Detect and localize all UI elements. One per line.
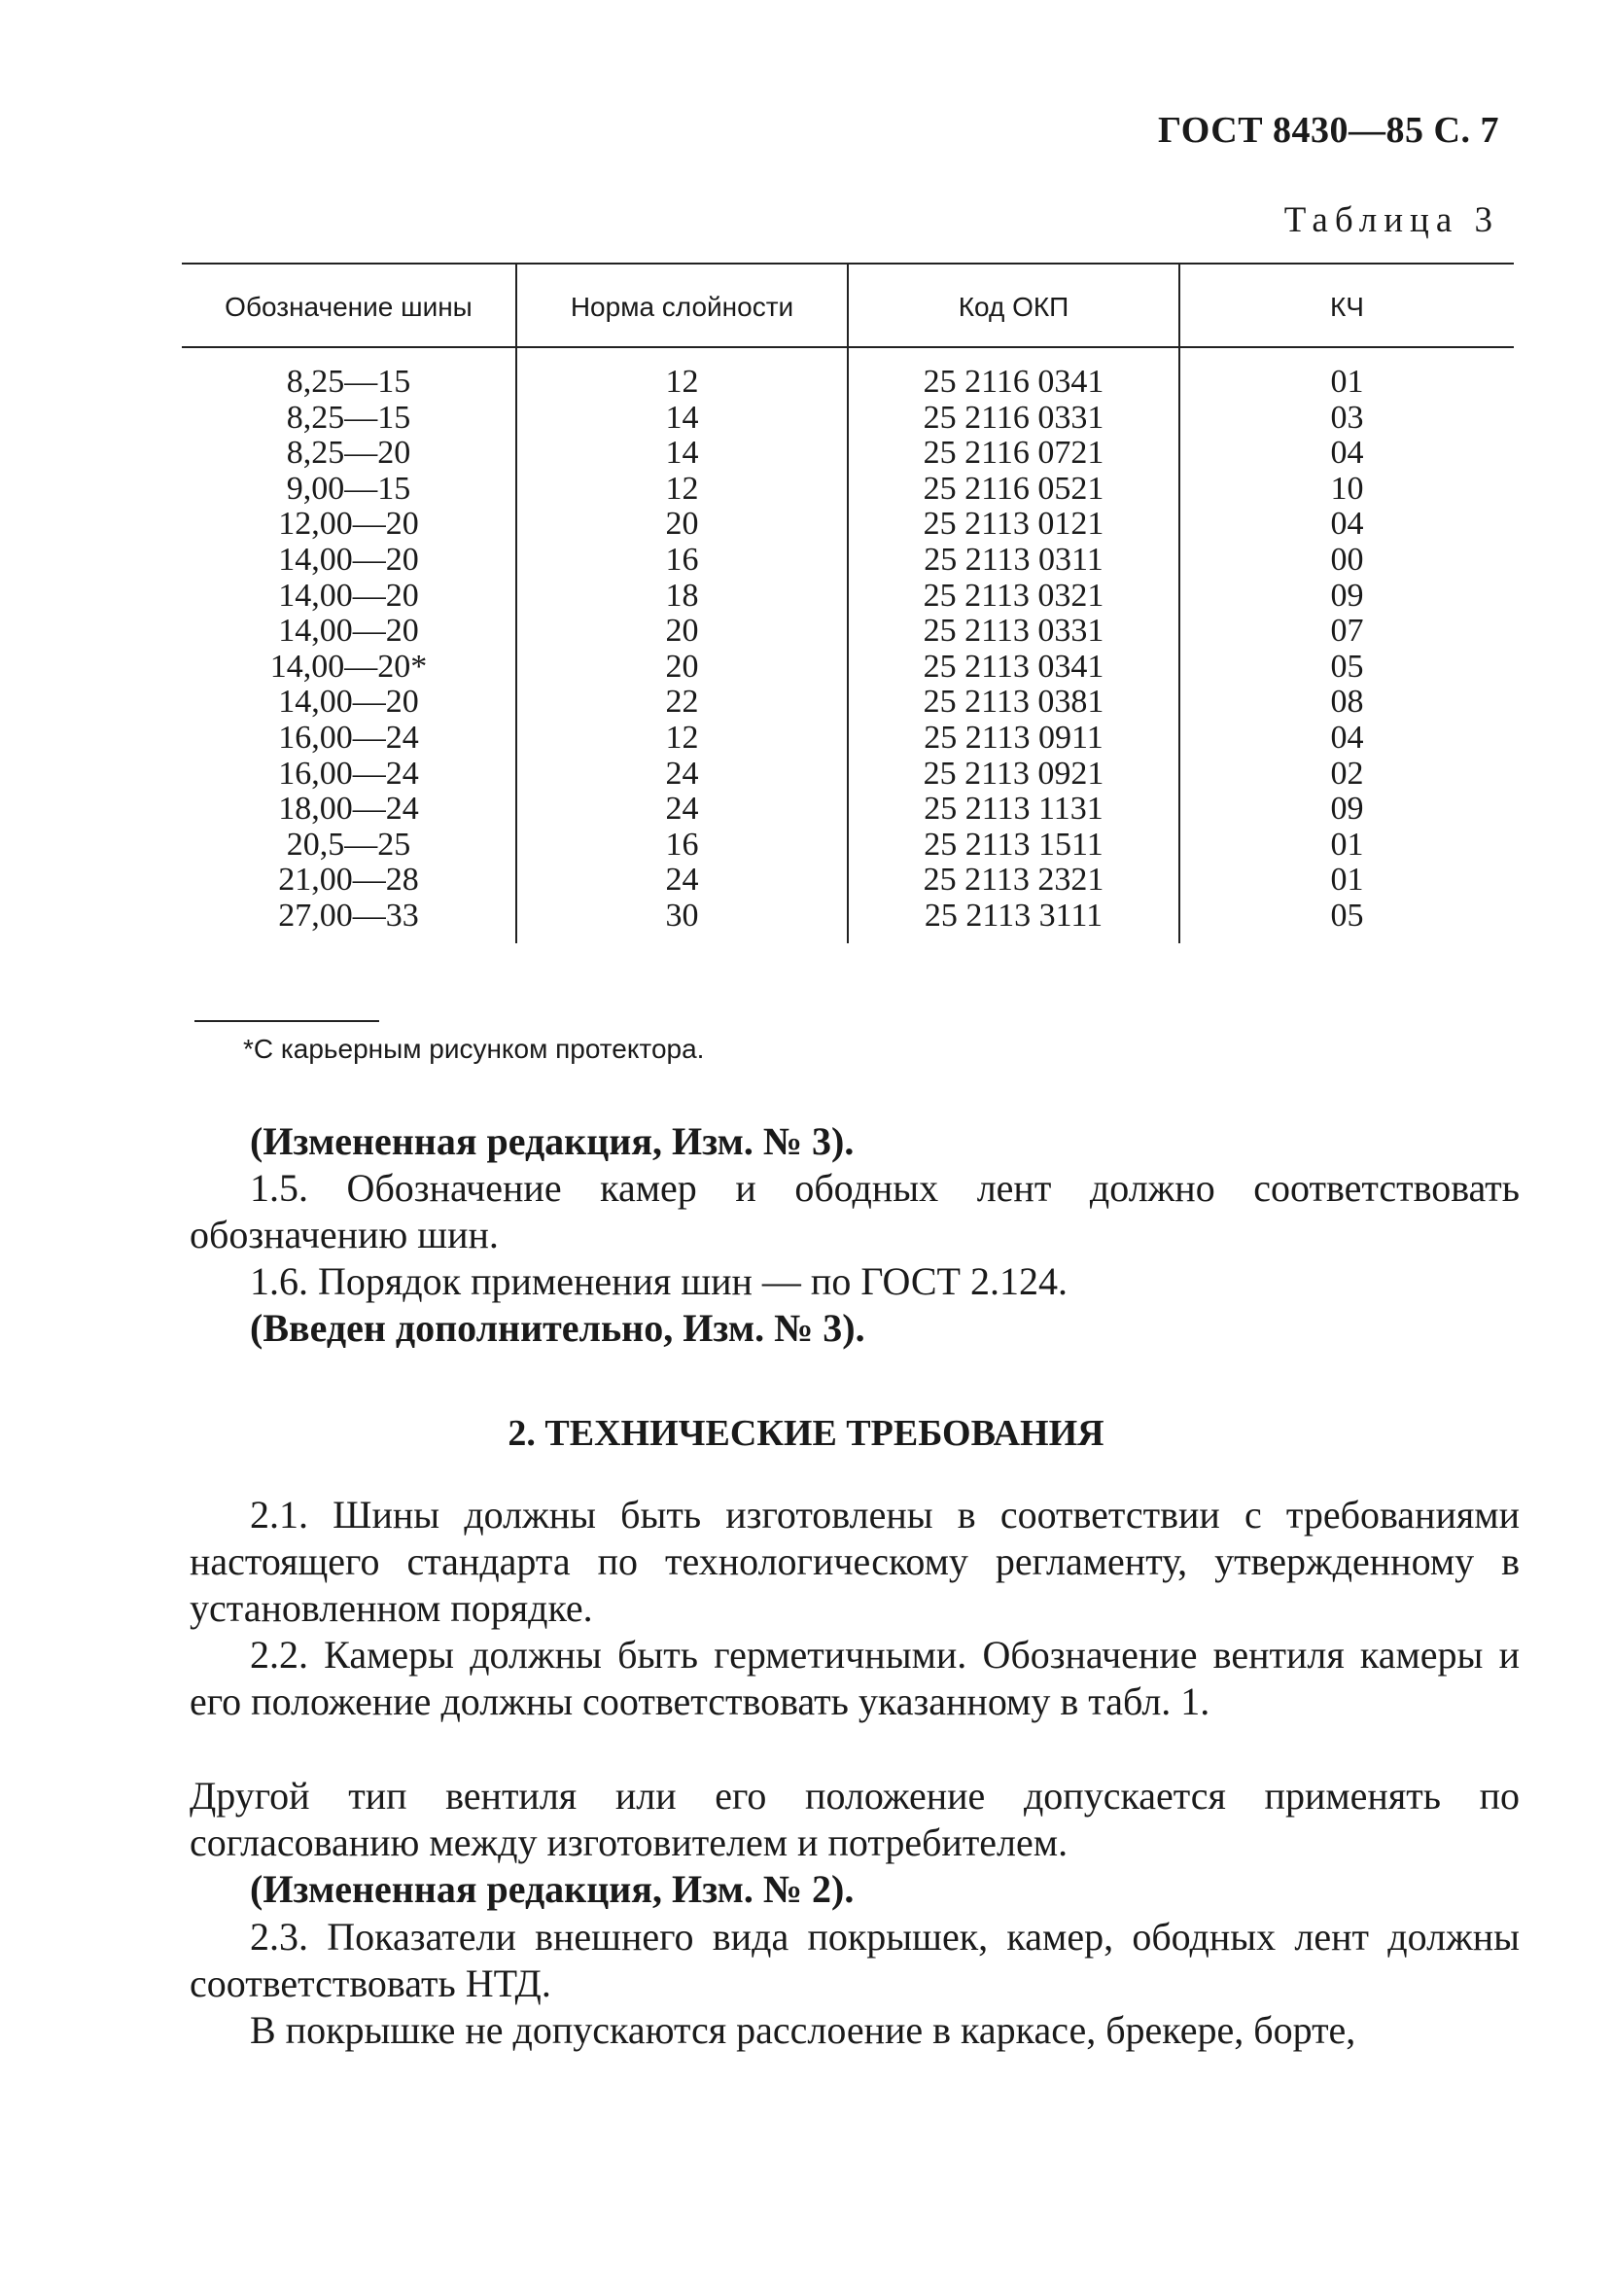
footnote: *С карьерным рисунком протектора. bbox=[243, 1034, 705, 1064]
amendment-note: (Введен дополнительно, Изм. № 3). bbox=[250, 1306, 865, 1350]
paragraph-2-2: 2.2. Камеры должны быть герметичными. Обозначение вентиля камеры и его положение должны соответствовать указанному в табл. 1. bbox=[190, 1633, 1520, 1723]
amendment-note: (Измененная редакция, Изм. № 2). bbox=[250, 1867, 855, 1911]
footnote-separator bbox=[194, 1020, 379, 1022]
column-header: Обозначение шины bbox=[225, 292, 473, 322]
paragraph-defects: В покрышке не допускаются расслоение в каркасе, брекере, борте, bbox=[250, 2008, 1356, 2052]
paragraph-1-6: 1.6. Порядок применения шин — по ГОСТ 2.124. bbox=[250, 1259, 1068, 1303]
paragraph-1-5: 1.5. Обозначение камер и ободных лент должно соответствовать обозначению шин. bbox=[190, 1166, 1520, 1256]
column-ply-rating: 12 14 14 12 20 16 18 20 20 22 12 24 24 16 24 30 bbox=[665, 364, 699, 934]
column-tire-designation: 8,25—15 8,25—15 8,25—20 9,00—15 12,00—20 14,00—20 14,00—20 14,00—20 14,00—20* 14,00—20 16,00—24 16,00—24 18,00—24 20,5—25 21,00—28 27,00—33 bbox=[269, 364, 428, 934]
column-header: КЧ bbox=[1330, 292, 1364, 322]
paragraph-valve-note: Другой тип вентиля или его положение допускается применять по согласованию между изготовителем и потребителем. bbox=[190, 1774, 1520, 1864]
section-title: 2. ТЕХНИЧЕСКИЕ ТРЕБОВАНИЯ bbox=[508, 1413, 1104, 1454]
column-okp-code: 25 2116 0341 25 2116 0331 25 2116 0721 25 2116 0521 25 2113 0121 25 2113 0311 25 2113 0321 25 2113 0331 25 2113 0341 25 2113 0381 25 2113 0911 25 2113 0921 25 2113 1131 25 2113 1511 25 2113 2321 25 2113 3111 bbox=[923, 364, 1104, 934]
table-caption: Таблица 3 bbox=[1283, 200, 1499, 240]
paragraph-2-1: 2.1. Шины должны быть изготовлены в соответствии с требованиями настоящего стандарта по технологическому регламенту, утвержденному в установленном порядке. bbox=[190, 1493, 1520, 1630]
amendment-note: (Измененная редакция, Изм. № 3). bbox=[250, 1119, 855, 1163]
paragraph-2-3: 2.3. Показатели внешнего вида покрышек, камер, ободных лент должны соответствовать НТД. bbox=[190, 1915, 1520, 2005]
column-header: Код ОКП bbox=[958, 292, 1069, 322]
column-kch: 01 03 04 10 04 00 09 07 05 08 04 02 09 01 01 05 bbox=[1330, 364, 1364, 934]
page-header: ГОСТ 8430—85 С. 7 bbox=[1158, 110, 1499, 151]
column-header: Норма слойности bbox=[570, 292, 794, 322]
